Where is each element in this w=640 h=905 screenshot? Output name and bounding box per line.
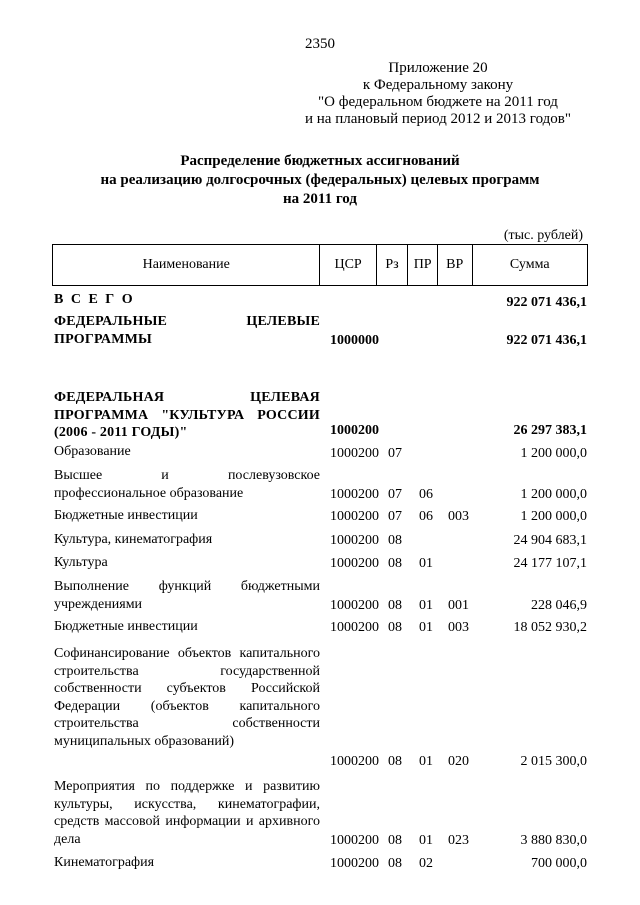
table-row [52, 311, 588, 349]
row-pr: 01 [419, 832, 433, 848]
row-rz: 08 [388, 619, 402, 635]
row-name: ФЕДЕРАЛЬНЫЕ ЦЕЛЕВЫЕ ПРОГРАММЫ [54, 314, 320, 347]
row-rz: 08 [388, 832, 402, 848]
row-csr: 1000200 [330, 753, 379, 769]
row-vr: 020 [448, 753, 469, 769]
table-header [52, 244, 588, 286]
row-rz: 08 [388, 753, 402, 769]
row-csr: 1000200 [330, 619, 379, 635]
table-row [52, 503, 588, 525]
row-name: Выполнение функций бюджетными учреждениями [54, 579, 320, 612]
row-sum: 24 904 683,1 [513, 532, 587, 548]
row-sum: 1 200 000,0 [520, 486, 587, 502]
appendix-block [288, 60, 588, 128]
table-row [52, 636, 588, 770]
table-row [52, 614, 588, 636]
table-row [52, 349, 588, 439]
row-name: Бюджетные инвестиции [54, 619, 198, 634]
table-row [52, 849, 588, 872]
row-sum: 24 177 107,1 [513, 555, 587, 571]
row-name: Высшее и послевузовское профессиональное образование [54, 468, 320, 501]
row-csr: 1000200 [330, 555, 379, 571]
table-row [52, 462, 588, 503]
row-rz: 08 [388, 555, 402, 571]
row-pr: 01 [419, 753, 433, 769]
row-rz: 08 [388, 597, 402, 613]
title-line-3: на 2011 год [283, 191, 357, 207]
table-row [52, 525, 588, 549]
row-name: Культура, кинематография [54, 532, 213, 547]
row-sum: 700 000,0 [531, 855, 587, 871]
page-number: 2350 [305, 36, 335, 52]
appendix-line-1: Приложение 20 [388, 60, 488, 76]
row-rz: 08 [388, 532, 402, 548]
appendix-line-4: и на плановый период 2012 и 2013 годов" [305, 111, 571, 127]
row-pr: 06 [419, 508, 433, 524]
row-name: Кинематография [54, 855, 155, 870]
row-pr: 01 [419, 619, 433, 635]
row-csr: 1000200 [330, 532, 379, 548]
row-pr: 01 [419, 555, 433, 571]
row-pr: 01 [419, 597, 433, 613]
budget-table [52, 244, 588, 871]
row-sum: 26 297 383,1 [513, 422, 587, 438]
row-name: Культура [54, 555, 108, 570]
row-name: Софинансирование объектов капитального строительства государственной собственности субъектов Российской Федерации (объектов капитального строительства собственности муниципальных образований) [54, 646, 320, 749]
row-vr: 001 [448, 597, 469, 613]
row-vr: 003 [448, 619, 469, 635]
header-name: Наименование [142, 257, 230, 272]
row-sum: 228 046,9 [531, 597, 587, 613]
header-vr: ВР [437, 245, 472, 285]
title-line-2: на реализацию долгосрочных (федеральных) целевых программ [100, 172, 540, 188]
table-row [52, 291, 588, 311]
row-rz: 07 [388, 508, 402, 524]
row-csr: 1000200 [330, 597, 379, 613]
row-vr: 023 [448, 832, 469, 848]
document-title [0, 152, 640, 209]
row-rz: 07 [388, 486, 402, 502]
row-csr: 1000200 [330, 508, 379, 524]
row-csr: 1000200 [330, 445, 379, 461]
row-csr: 1000200 [330, 855, 379, 871]
row-name: В С Е Г О [54, 292, 135, 307]
row-csr: 1000200 [330, 486, 379, 502]
row-sum: 3 880 830,0 [520, 832, 587, 848]
row-rz: 07 [388, 445, 402, 461]
row-sum: 2 015 300,0 [520, 753, 587, 769]
row-vr: 003 [448, 508, 469, 524]
table-row [52, 572, 588, 614]
row-sum: 1 200 000,0 [520, 445, 587, 461]
appendix-line-3: "О федеральном бюджете на 2011 год [318, 94, 558, 110]
row-name: Бюджетные инвестиции [54, 508, 198, 523]
table-row [52, 549, 588, 572]
header-sum: Сумма [472, 245, 587, 285]
row-name: Образование [54, 444, 131, 459]
appendix-line-2: к Федеральному закону [362, 77, 514, 93]
row-pr: 02 [419, 855, 433, 871]
row-csr: 1000200 [330, 422, 379, 438]
row-csr: 1000200 [330, 832, 379, 848]
title-line-1: Распределение бюджетных ассигнований [180, 153, 460, 169]
header-csr: ЦСР [319, 245, 375, 285]
row-pr: 06 [419, 486, 433, 502]
row-sum: 1 200 000,0 [520, 508, 587, 524]
units-label: (тыс. рублей) [503, 228, 583, 243]
row-csr: 1000000 [330, 332, 379, 348]
row-sum: 18 052 930,2 [513, 619, 587, 635]
header-pr: ПР [407, 245, 437, 285]
row-sum: 922 071 436,1 [506, 332, 587, 348]
row-name: ФЕДЕРАЛЬНАЯ ЦЕЛЕВАЯ ПРОГРАММА "КУЛЬТУРА РОССИИ (2006 - 2011 ГОДЫ)" [54, 390, 320, 440]
row-rz: 08 [388, 855, 402, 871]
row-sum: 922 071 436,1 [506, 294, 587, 310]
header-rz: Рз [376, 245, 408, 285]
table-row [52, 770, 588, 849]
table-row [52, 439, 588, 462]
row-name: Мероприятия по поддержке и развитию культуры, искусства, кинематографии, средств массовой информации и архивного дела [54, 779, 320, 847]
